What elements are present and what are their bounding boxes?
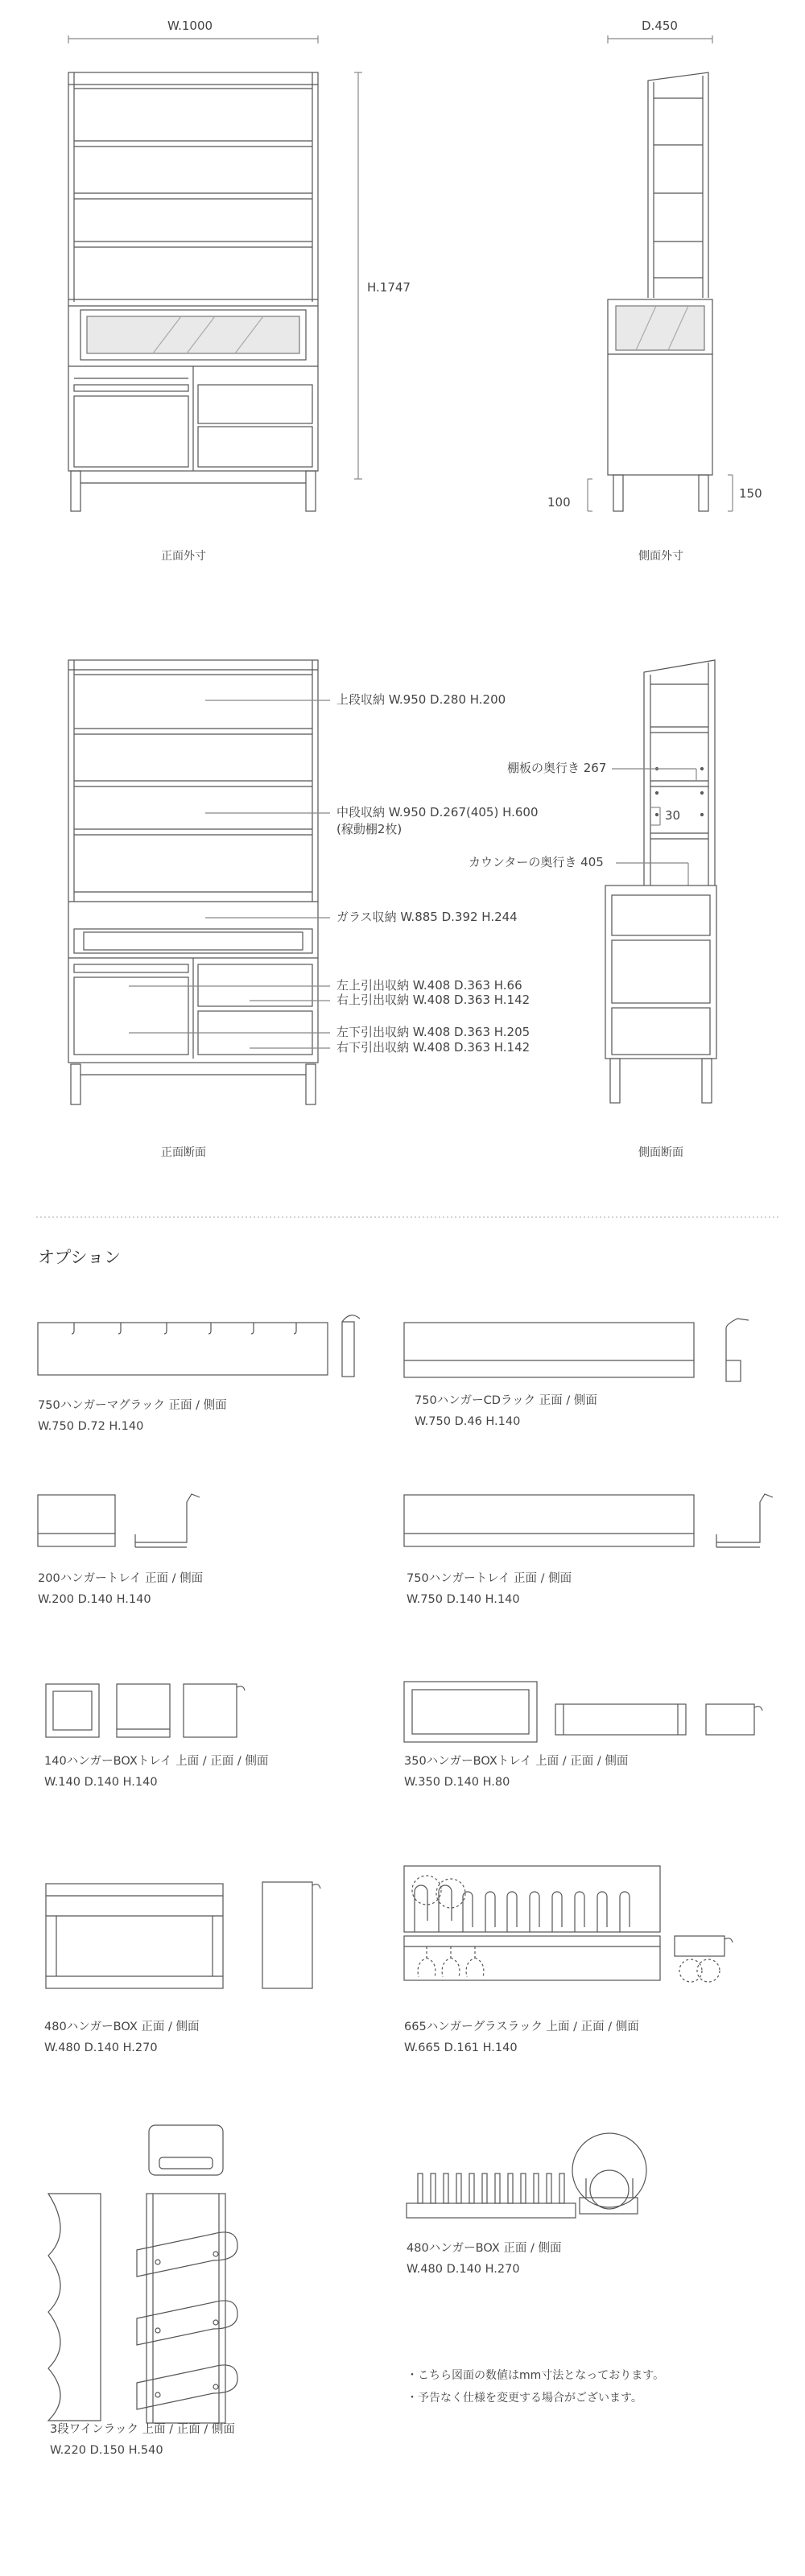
option-name: 480ハンガーBOX 正面 / 側面 bbox=[44, 2021, 200, 2033]
option-drawing-350-box-tray bbox=[404, 1682, 762, 1742]
option-size: W.200 D.140 H.140 bbox=[38, 1593, 151, 1606]
width-dimension: W.1000 bbox=[167, 19, 213, 33]
option-caption bbox=[50, 2419, 235, 2461]
side-section-label: 側面断面 bbox=[638, 1146, 683, 1159]
note-item: ・予告なく仕様を変更する場合がございます。 bbox=[407, 2392, 642, 2405]
front-outer-drawing bbox=[68, 35, 362, 511]
option-caption bbox=[38, 1568, 203, 1610]
option-size: W.750 D.140 H.140 bbox=[407, 1593, 520, 1606]
option-size: W.750 D.46 H.140 bbox=[415, 1415, 521, 1428]
option-name: 200ハンガートレイ 正面 / 側面 bbox=[38, 1572, 204, 1585]
option-caption bbox=[404, 2017, 639, 2058]
option-name: 750ハンガーCDラック 正面 / 側面 bbox=[415, 1394, 597, 1407]
label-bottom-left-drawer: 左下引出収納 W.408 D.363 H.205 bbox=[336, 1025, 530, 1039]
option-drawing-140-box-tray bbox=[46, 1684, 245, 1737]
option-name: 480ハンガーBOX 正面 / 側面 bbox=[407, 2242, 562, 2255]
option-caption bbox=[407, 2238, 562, 2280]
label-top-right-drawer: 右上引出収納 W.408 D.363 H.142 bbox=[336, 993, 530, 1007]
label-shelf-depth: 棚板の奥行き 267 bbox=[507, 761, 607, 775]
front-section-label: 正面断面 bbox=[161, 1146, 206, 1159]
option-size: W.350 D.140 H.80 bbox=[404, 1776, 510, 1789]
front-outer-label: 正面外寸 bbox=[161, 550, 206, 563]
option-drawing-200-tray bbox=[38, 1494, 200, 1547]
option-name: 665ハンガーグラスラック 上面 / 正面 / 側面 bbox=[404, 2021, 639, 2033]
option-size: W.220 D.150 H.540 bbox=[50, 2444, 163, 2457]
option-caption bbox=[44, 2017, 200, 2058]
option-name: 140ハンガーBOXトレイ 上面 / 正面 / 側面 bbox=[44, 1755, 269, 1768]
depth-dimension: D.450 bbox=[642, 19, 678, 33]
label-counter-depth: カウンターの奥行き 405 bbox=[469, 855, 604, 869]
option-size: W.750 D.72 H.140 bbox=[38, 1420, 144, 1433]
option-name: 3段ワインラック 上面 / 正面 / 側面 bbox=[50, 2423, 235, 2436]
option-drawing-wine-rack bbox=[48, 2125, 237, 2423]
option-caption bbox=[415, 1390, 597, 1432]
option-drawing-glass-rack bbox=[404, 1866, 733, 1982]
option-name: 350ハンガーBOXトレイ 上面 / 正面 / 側面 bbox=[404, 1755, 629, 1768]
side-section-drawing bbox=[605, 660, 716, 1103]
option-drawing-plate-rack bbox=[407, 2133, 646, 2218]
label-upper-storage: 上段収納 W.950 D.280 H.200 bbox=[336, 692, 506, 707]
label-bottom-right-drawer: 右下引出収納 W.408 D.363 H.142 bbox=[336, 1040, 530, 1055]
notes bbox=[407, 2364, 664, 2409]
front-section-drawing bbox=[68, 660, 330, 1104]
option-drawing-750-tray bbox=[404, 1494, 773, 1547]
option-caption bbox=[38, 1395, 227, 1437]
label-top-left-drawer: 左上引出収納 W.408 D.363 H.66 bbox=[336, 978, 522, 993]
option-drawing-480-box bbox=[46, 1882, 320, 1988]
option-caption bbox=[44, 1751, 268, 1793]
option-size: W.140 D.140 H.140 bbox=[44, 1776, 158, 1789]
front-leg-dimension: 100 bbox=[547, 495, 571, 510]
option-drawing-mug-rack bbox=[38, 1315, 360, 1377]
option-drawing-cd-rack bbox=[404, 1319, 749, 1381]
side-outer-drawing bbox=[588, 35, 733, 511]
option-size: W.480 D.140 H.270 bbox=[44, 2041, 158, 2054]
option-name: 750ハンガーマグラック 正面 / 側面 bbox=[38, 1399, 227, 1412]
label-middle-sub: (稼動棚2枚) bbox=[336, 822, 402, 836]
option-name: 750ハンガートレイ 正面 / 側面 bbox=[407, 1572, 572, 1585]
side-outer-label: 側面外寸 bbox=[638, 550, 683, 563]
option-caption bbox=[407, 1568, 572, 1610]
options-title: オプション bbox=[38, 1248, 122, 1267]
label-middle-storage: 中段収納 W.950 D.267(405) H.600 bbox=[336, 805, 539, 819]
side-leg-dimension: 150 bbox=[739, 486, 762, 501]
height-dimension: H.1747 bbox=[367, 280, 411, 295]
note-item: ・こちら図面の数値はmm寸法となっております。 bbox=[407, 2369, 665, 2382]
label-shelf-gap: 30 bbox=[665, 808, 681, 823]
option-size: W.665 D.161 H.140 bbox=[404, 2041, 518, 2054]
label-glass-storage: ガラス収納 W.885 D.392 H.244 bbox=[336, 910, 518, 924]
option-size: W.480 D.140 H.270 bbox=[407, 2263, 520, 2276]
option-caption bbox=[404, 1751, 628, 1793]
